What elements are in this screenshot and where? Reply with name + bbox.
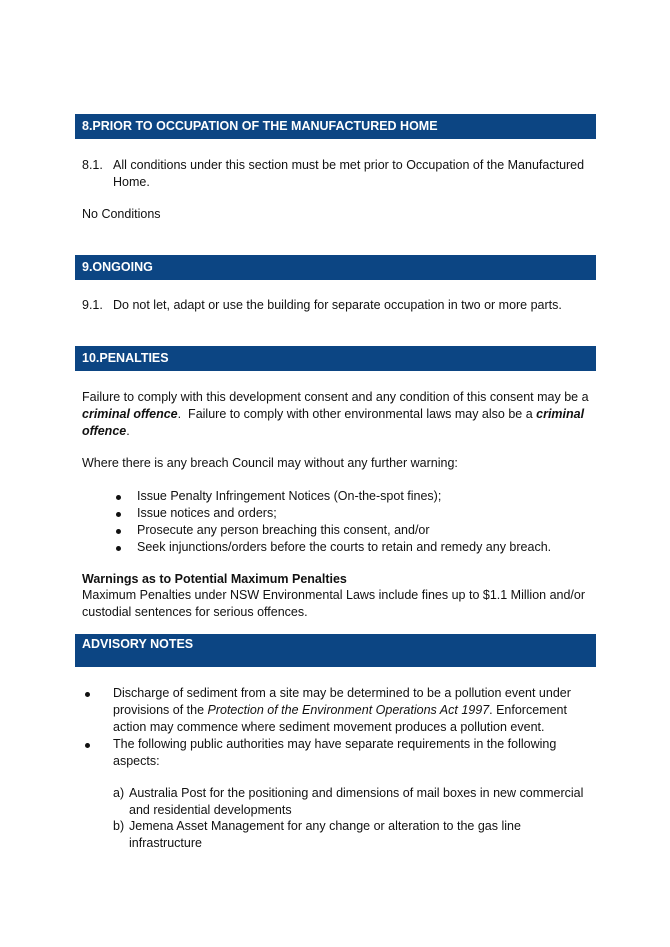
sub-item-a — [129, 785, 596, 819]
sub-item-b-line-2: infrastructure — [129, 836, 202, 850]
item-8-1-text — [113, 157, 596, 191]
warnings-text — [82, 587, 596, 621]
penalties-line-2 — [82, 406, 596, 423]
advisory-note-1-line-2-end: . Enforcement — [489, 703, 567, 717]
advisory-notes-title: ADVISORY NOTES — [82, 637, 194, 651]
breach-intro-text: Where there is any breach Council may without any further warning: — [82, 456, 458, 470]
bullet-icon — [116, 512, 121, 517]
advisory-note-2-line-2: aspects: — [113, 754, 160, 768]
bullet-icon — [116, 529, 121, 534]
offence-emphasis: offence — [82, 424, 127, 438]
section-9-title: 9.ONGOING — [82, 260, 153, 274]
penalties-line-1: Failure to comply with this development consent and any condition of this consent may be a — [82, 390, 589, 404]
item-8-1-number: 8.1. — [82, 158, 103, 172]
advisory-note-1-line-3: action may commence where sediment movement produces a pollution event. — [113, 720, 545, 734]
advisory-note-2-line-1: The following public authorities may have separate requirements in the following — [113, 737, 557, 751]
bullet-icon — [116, 546, 121, 551]
item-9-1-number: 9.1. — [82, 298, 103, 312]
advisory-note-1-line-2-start: provisions of the — [113, 703, 208, 717]
section-10-title: 10.PENALTIES — [82, 351, 169, 365]
no-conditions-text: No Conditions — [82, 207, 161, 221]
item-8-1-line-1: All conditions under this section must be met prior to Occupation of the Manufactured — [113, 158, 585, 172]
warnings-heading: Warnings as to Potential Maximum Penalties — [82, 572, 347, 586]
criminal-emphasis: criminal — [536, 407, 585, 421]
bullet-icon — [85, 743, 90, 748]
advisory-note-1 — [113, 685, 596, 736]
warnings-line-2: custodial sentences for serious offences. — [82, 605, 308, 619]
sub-item-b — [129, 818, 596, 852]
penalty-bullet-1: Issue Penalty Infringement Notices (On-the-spot fines); — [137, 489, 442, 503]
penalties-line-2-text: . Failure to comply with other environmental laws may also be a — [177, 407, 537, 421]
sub-item-b-label: b) — [113, 819, 125, 833]
item-8-1-line-2: Home. — [113, 175, 150, 189]
act-name: Protection of the Environment Operations Act 1997 — [207, 703, 490, 717]
warnings-line-1: Maximum Penalties under NSW Environmental Laws include fines up to $1.1 Million and/or — [82, 588, 586, 602]
penalties-line-3-period: . — [126, 424, 130, 438]
advisory-notes-header — [75, 634, 596, 667]
advisory-note-2 — [113, 736, 596, 770]
sub-item-a-label: a) — [113, 786, 125, 800]
sub-item-a-line-1: Australia Post for the positioning and dimensions of mail boxes in new commercial — [129, 786, 584, 800]
penalty-bullet-3: Prosecute any person breaching this consent, and/or — [137, 523, 430, 537]
item-9-1-text: Do not let, adapt or use the building for separate occupation in two or more parts. — [113, 298, 562, 312]
penalties-paragraph — [82, 389, 596, 440]
sub-item-a-line-2: and residential developments — [129, 803, 292, 817]
sub-item-b-line-1: Jemena Asset Management for any change or alteration to the gas line — [129, 819, 521, 833]
criminal-offence-emphasis-1: criminal offence — [82, 407, 178, 421]
section-10-header — [75, 346, 596, 371]
bullet-icon — [85, 692, 90, 697]
section-8-title: 8.PRIOR TO OCCUPATION OF THE MANUFACTURED HOME — [82, 119, 438, 133]
advisory-note-1-line-1: Discharge of sediment from a site may be determined to be a pollution event under — [113, 686, 571, 700]
section-8-header — [75, 114, 596, 139]
penalties-line-3 — [82, 423, 596, 440]
advisory-note-1-line-2 — [113, 702, 596, 719]
section-9-header — [75, 255, 596, 280]
penalty-bullet-4: Seek injunctions/orders before the courts to retain and remedy any breach. — [137, 540, 552, 554]
bullet-icon — [116, 495, 121, 500]
penalty-bullet-2: Issue notices and orders; — [137, 506, 277, 520]
